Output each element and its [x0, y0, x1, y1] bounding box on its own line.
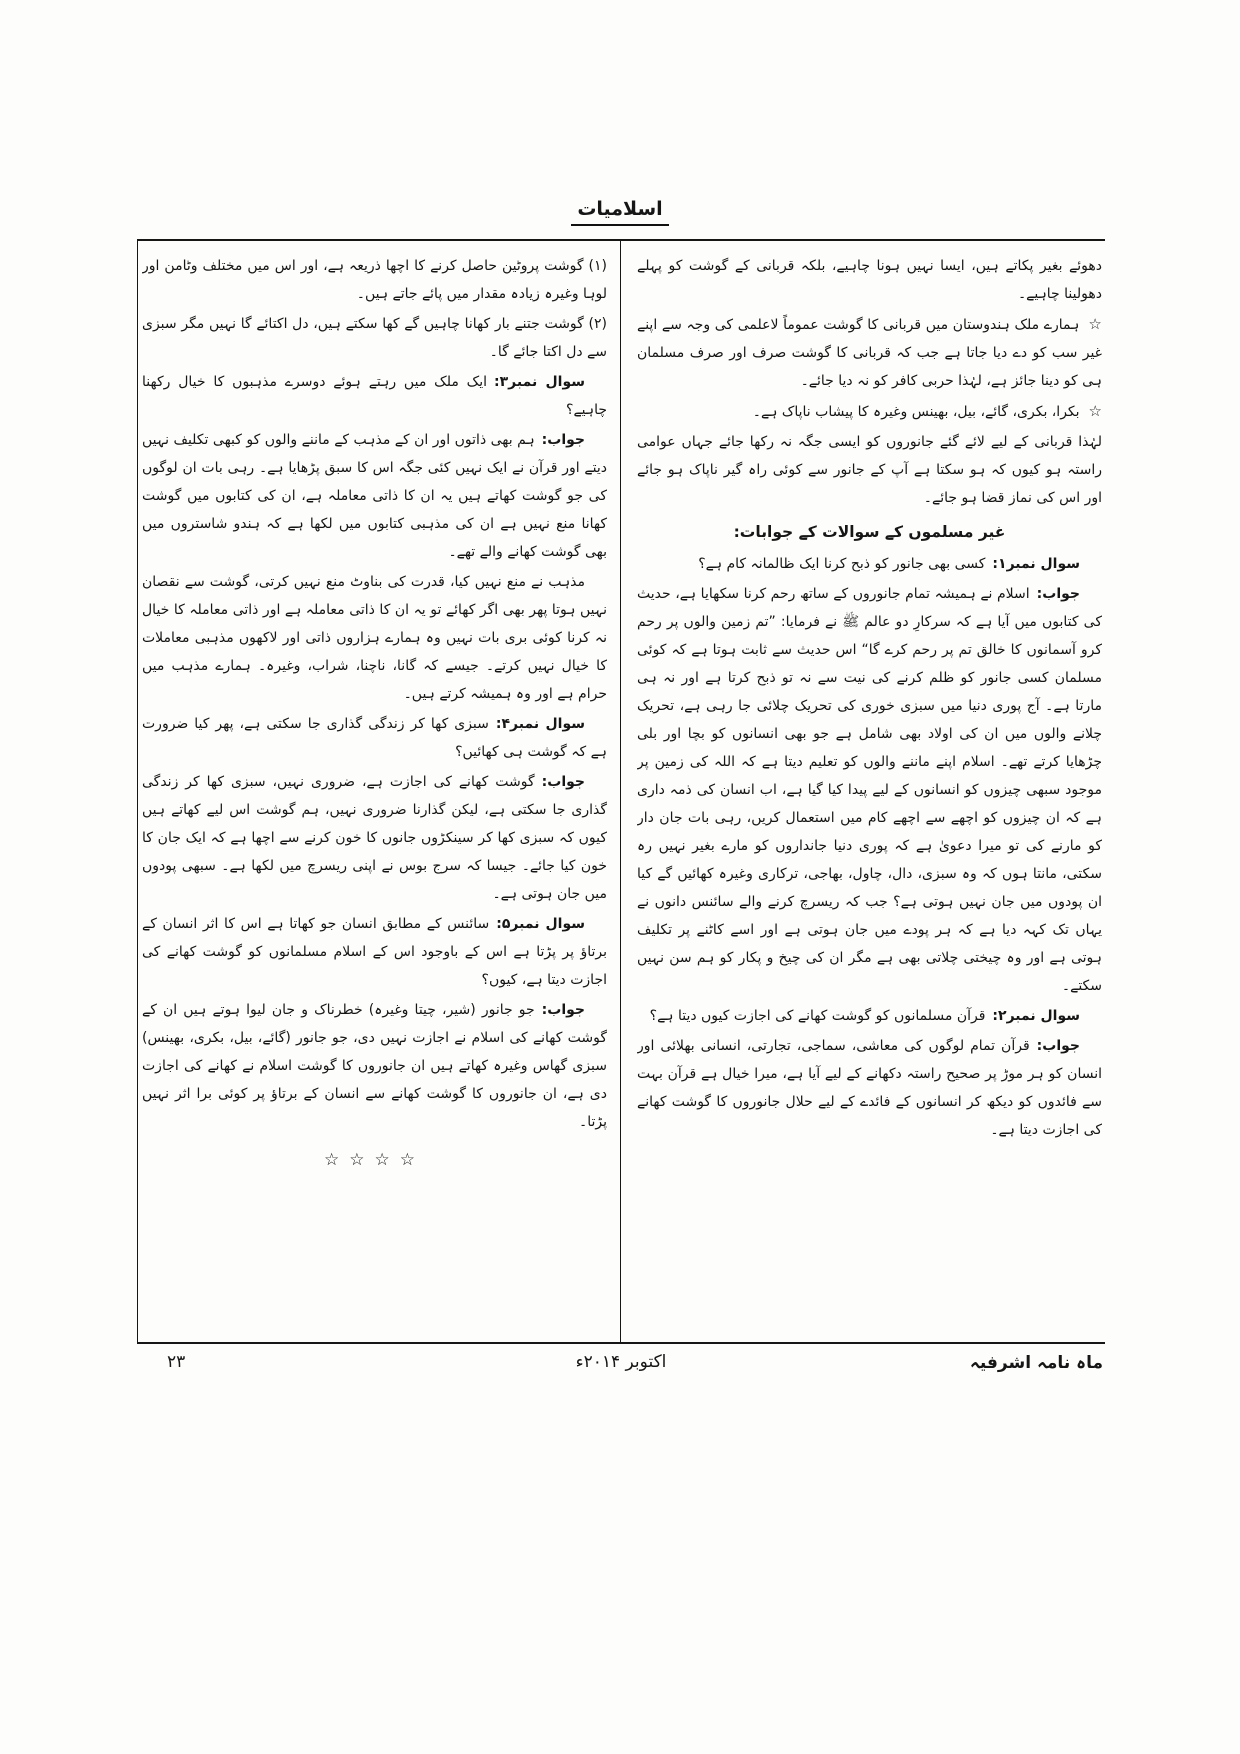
footer-magazine-name: ماہ نامہ اشرفیہ [969, 1353, 1103, 1373]
answer-2-label: جواب: [1036, 1038, 1080, 1054]
star-bullet-icon: ☆ [1088, 315, 1102, 333]
question-5-number-label: سوال نمبر۵: [496, 916, 585, 932]
page-header [0, 198, 1240, 226]
note-text: بکرا، بکری، گائے، بیل، بھینس وغیرہ کا پیشاب ناپاک ہے۔ [752, 404, 1080, 420]
note-qurbani-distribution [637, 310, 1102, 395]
left-border-rule [137, 239, 138, 1342]
answer-3 [142, 426, 607, 566]
paragraph-continuation: دھوئے بغیر پکاتے ہیں، ایسا نہیں ہونا چاہیے، بلکہ قربانی کے گوشت کو پہلے دھولینا چاہیے۔ [637, 258, 1102, 302]
answer-1 [637, 580, 1102, 1000]
article-body [142, 252, 1102, 1337]
answer-2 [637, 1032, 1102, 1144]
question-5 [142, 910, 607, 994]
answer-1-text: اسلام نے ہمیشہ تمام جانوروں کے ساتھ رحم کرنا سکھایا ہے، حدیث کی کتابوں میں آیا ہے کہ سرکارِ دو عالم ﷺ نے فرمایا: ”تم زمین والوں پر رحم کرو آسمانوں کا خالق تم پر رحم کرے گا“ اس حدیث سے ثابت ہوتا ہے کہ کوئی مسلمان کسی جانور کو ظلم کرنے کی نیت سے نہ تو ذبح کرتا ہے اور نہ ہی مارتا ہے۔ آج پوری دنیا میں سبزی خوری کی تحریک چلائی جا رہی ہے، تحریک چلانے والوں میں ان کی اولاد بھی شامل ہے جو بھی انسانوں کو بچا اور بلی چڑھایا کرتے تھے۔ اسلام اپنے ماننے والوں کو تعلیم دیتا ہے کہ اللہ کی زمین پر موجود سبھی چیزوں کو انسانوں کے لیے پیدا کیا گیا ہے، اب انسان کی ذمہ داری ہے کہ ان چیزوں کو اچھے سے اچھے کام میں استعمال کریں، رہی بات جان دار کو مارنے کی تو میرا دعویٰ ہے کہ پوری دنیا جانداروں کو مارے بغیر نہیں رہ سکتی، مانتا ہوں کہ وہ سبزی، دال، چاول، بھاجی، ترکاری وغیرہ کھائیں گے کیا ان پودوں میں جان نہیں ہوتی ہے؟ جب کہ ریسرچ کرنے والے سائنس دانوں نے یہاں تک کہہ دیا ہے کہ ہر پودے میں جان ہوتی ہے اور اسے کاٹنے پر تکلیف ہوتی ہے اور وہ چیختی چلاتی بھی ہے مگر ان کی چیخ و پکار کو ہم سن نہیں سکتے۔ [637, 586, 1102, 994]
page-header-title: اسلامیات [571, 198, 668, 226]
answer-4-text: گوشت کھانے کی اجازت ہے، ضروری نہیں، سبزی کھا کر زندگی گذاری جا سکتی ہے، لیکن گذارنا ضروری نہیں، ہم گوشت اس لیے کھاتے ہیں کیوں کہ سبزی کھا کر سینکڑوں جانوں کا خون کرنے سے اچھا ہے کہ ایک جان کا خون کیا جائے۔ جیسا کہ سرج بوس نے اپنی ریسرچ میں لکھا ہے۔ سبھی پودوں میں جان ہوتی ہے۔ [142, 774, 607, 902]
note-animal-urine-continued: لہٰذا قربانی کے لیے لائے گئے جانوروں کو ایسی جگہ نہ رکھا جائے جہاں عوامی راستہ ہو کیوں کہ ہو سکتا ہے آپ کے جانور سے کوئی راہ گیر ناپاک ہو جائے اور اس کی نماز قضا ہو جائے۔ [637, 434, 1102, 506]
answer-3-label: جواب: [541, 432, 585, 448]
answer-2-text: قرآن تمام لوگوں کی معاشی، سماجی، تجارتی، انسانی بھلائی اور انسان کو ہر موڑ پر صحیح راستہ دکھانے کے لیے آیا ہے، میرا خیال ہے قرآن بہت سے فائدوں کو دیکھ کر انسانوں کے فائدے کے لیے حلال جانوروں کا گوشت کھانے کی اجازت دیتا ہے۔ [637, 1038, 1102, 1138]
question-3 [142, 368, 607, 424]
answer-5 [142, 996, 607, 1136]
answer-1-label: جواب: [1036, 586, 1080, 602]
note-text: ہمارے ملک ہندوستان میں قربانی کا گوشت عموماً لاعلمی کی وجہ سے اپنے غیر سب کو دے دیا جاتا ہے جب کہ قربانی کا گوشت صرف اور صرف مسلمان ہی کو دینا جائز ہے، لہٰذا حربی کافر کو نہ دیا جائے۔ [637, 317, 1102, 389]
footer-page-number: ۲۳ [167, 1352, 186, 1372]
question-2 [637, 1002, 1102, 1030]
left-column [142, 252, 607, 1337]
right-column [637, 252, 1102, 1337]
answer-3-text: ہم بھی ذاتوں اور ان کے مذہب کے ماننے والوں کو کبھی تکلیف نہیں دیتے اور قرآن نے ایک نہیں کئی جگہ اس کا سبق پڑھایا ہے۔ رہی بات ان لوگوں کی جو گوشت کھاتے ہیں یہ ان کا ذاتی معاملہ ہے، ان کی کتابوں میں گوشت کھانا منع نہیں ہے ان کی مذہبی کتابوں میں لکھا ہے کہ ہندو شاستروں میں بھی گوشت کھانے والے تھے۔ [142, 432, 607, 560]
numbered-point-1: (۱) گوشت پروٹین حاصل کرنے کا اچھا ذریعہ ہے، اور اس میں مختلف وٹامن اور لوہا وغیرہ زیادہ مقدار میں پائے جاتے ہیں۔ [142, 258, 607, 302]
header-divider [137, 239, 1105, 241]
question-5-text: سائنس کے مطابق انسان جو کھاتا ہے اس کا اثر انسان کے برتاؤ پر پڑتا ہے اس کے باوجود اس کے اسلام مسلمانوں کو گوشت کھانے کی اجازت دیتا ہے، کیوں؟ [142, 916, 607, 988]
answer-4-label: جواب: [541, 774, 585, 790]
question-2-number-label: سوال نمبر۲: [992, 1008, 1080, 1024]
footer-divider [137, 1342, 1105, 1344]
answer-5-label: جواب: [541, 1002, 585, 1018]
footer-issue-date: اکتوبر ۲۰۱۴ء [575, 1352, 667, 1372]
answer-4 [142, 768, 607, 908]
paragraph-religion-discussion: مذہب نے منع نہیں کیا، قدرت کی بناوٹ منع نہیں کرتی، گوشت سے نقصان نہیں ہوتا پھر بھی اگر کھائے تو یہ ان کا ذاتی معاملہ ہے اور ذاتی معاملہ کا خیال نہ کرنا کوئی بری بات نہیں وہ ہمارے ہزاروں ذاتی اور لاکھوں مذہبی معاملات کا خیال نہیں کرتے۔ جیسے کہ گانا، ناچنا، شراب، وغیرہ۔ ہمارے مذہب میں حرام ہے اور وہ ہمیشہ کرتے ہیں۔ [142, 574, 607, 702]
question-1-number-label: سوال نمبر۱: [992, 556, 1080, 572]
page-footer [137, 1352, 1105, 1384]
question-4-text: سبزی کھا کر زندگی گذاری جا سکتی ہے، پھر کیا ضرورت ہے کہ گوشت ہی کھائیں؟ [142, 716, 607, 760]
question-1 [637, 550, 1102, 578]
question-4-number-label: سوال نمبر۴: [495, 716, 585, 732]
question-2-text: قرآن مسلمانوں کو گوشت کھانے کی اجازت کیوں دیتا ہے؟ [649, 1008, 986, 1024]
end-of-article-stars: ☆☆☆☆ [324, 1150, 425, 1170]
question-1-text: کسی بھی جانور کو ذبح کرنا ایک ظالمانہ کام ہے؟ [698, 556, 986, 572]
note-animal-urine [637, 397, 1102, 426]
numbered-point-2: (۲) گوشت جتنے بار کھانا چاہیں گے کھا سکتے ہیں، دل اکتائے گا نہیں مگر سبزی سے دل اکتا جائے گا۔ [142, 316, 607, 360]
question-4 [142, 710, 607, 766]
question-3-text: ایک ملک میں رہتے ہوئے دوسرے مذہبوں کا خیال رکھنا چاہیے؟ [142, 374, 607, 418]
section-heading-non-muslim-questions: غیر مسلموں کے سوالات کے جوابات: [733, 523, 1006, 541]
question-3-number-label: سوال نمبر۳: [494, 374, 585, 390]
answer-5-text: جو جانور (شیر، چیتا وغیرہ) خطرناک و جان لیوا ہوتے ہیں ان کے گوشت کھانے کی اسلام نے اجازت نہیں دی، جو جانور (گائے، بیل، بکری، بھینس) سبزی گھاس وغیرہ کھاتے ہیں ان جانوروں کا گوشت اسلام نے کھانے کی اجازت دی ہے، ان جانوروں کا گوشت کھانے سے انسان کے برتاؤ پر کوئی برا اثر نہیں پڑتا۔ [142, 1002, 607, 1130]
star-bullet-icon: ☆ [1088, 402, 1102, 420]
